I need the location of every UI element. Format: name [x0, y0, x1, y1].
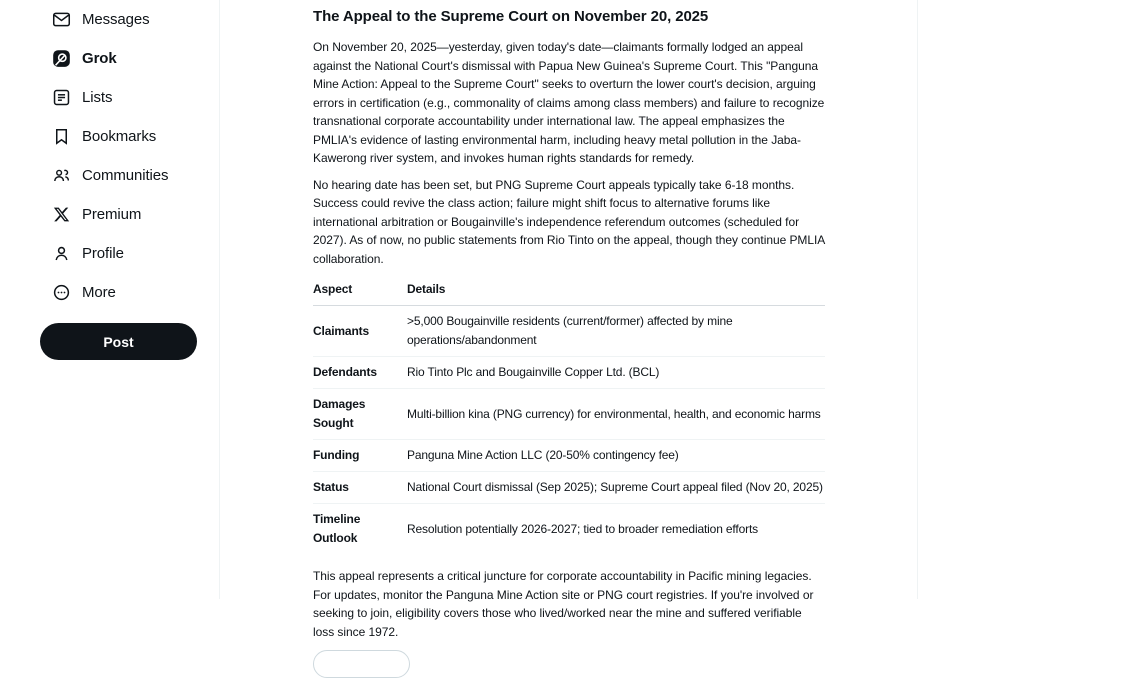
- list-icon: [51, 88, 71, 108]
- person-icon: [51, 244, 71, 264]
- bookmark-icon: [51, 127, 71, 147]
- more-circle-icon: [51, 283, 71, 303]
- aspect-details-table: [313, 278, 825, 554]
- aspect-cell: Status: [313, 472, 407, 504]
- article-closing-paragraph: This appeal represents a critical juncture for corporate accountability in Pacific mining legacies. For updates, monitor the Panguna Mine Action site or PNG court registries. If you're involved or seeking to join, eligibility covers those who lived/worked near the mine and suffered verifiable loss since 1972.: [313, 569, 814, 639]
- left-navigation-sidebar: [0, 0, 220, 599]
- communities-icon: [51, 166, 71, 186]
- sidebar-item-premium[interactable]: [0, 195, 219, 234]
- details-cell: Panguna Mine Action LLC (20-50% contingency fee): [407, 440, 825, 472]
- sidebar-item-label: Messages: [82, 11, 150, 28]
- details-cell: Resolution potentially 2026-2027; tied to broader remediation efforts: [407, 521, 758, 536]
- table-row: [313, 440, 825, 472]
- sidebar-item-lists[interactable]: [0, 78, 219, 117]
- aspect-cell: Funding: [313, 440, 407, 472]
- grok-conversation-column: [220, 0, 918, 639]
- sidebar-item-communities[interactable]: [0, 156, 219, 195]
- primary-nav: [0, 0, 219, 312]
- aspect-cell: Claimants: [313, 306, 407, 357]
- table-row: [313, 504, 825, 555]
- article-paragraph: On November 20, 2025—yesterday, given today's date—claimants formally lodged an appeal against the National Court's dismissal with Papua New Guinea's Supreme Court. This "Panguna Mine Action: Appeal to the Supreme Court" seeks to overturn the lower court's decision, arguing errors in certification (e.g., commonality of claims among class members) and failure to recognize transnational corporate accountability under international law. The appeal emphasizes the PMLIA's evidence of lasting environmental harm, including heavy metal pollution in the Jaba-Kawerong river system, and invokes human rights standards for remedy.: [313, 40, 825, 165]
- details-cell: Rio Tinto Plc and Bougainville Copper Ltd. (BCL): [407, 357, 825, 389]
- x-logo-icon: [51, 205, 71, 225]
- table-row: [313, 357, 825, 389]
- sidebar-item-more[interactable]: [0, 273, 219, 312]
- sidebar-item-profile[interactable]: [0, 234, 219, 273]
- table-row: [313, 306, 825, 357]
- article-title: The Appeal to the Supreme Court on November 20, 2025: [313, 8, 709, 25]
- aspect-cell: Defendants: [313, 357, 407, 389]
- grok-icon: [51, 49, 71, 69]
- response-action-button[interactable]: [313, 650, 410, 678]
- sidebar-item-bookmarks[interactable]: [0, 117, 219, 156]
- aspect-cell: Timeline Outlook: [313, 512, 361, 545]
- table-header-row: [313, 278, 825, 306]
- article-paragraph: No hearing date has been set, but PNG Supreme Court appeals typically take 6-18 months. Success could revive the class action; failure might shift focus to alternative forums like international arbitration or Bougainville's independence referendum outcomes (scheduled for 2027). As of now, no public statements from Rio Tinto on the appeal, though they continue PMLIA collaboration.: [313, 177, 825, 266]
- sidebar-item-label: Bookmarks: [82, 128, 157, 145]
- sidebar-item-messages[interactable]: [0, 0, 219, 39]
- table-row: [313, 389, 825, 440]
- envelope-icon: [51, 10, 71, 30]
- details-cell: National Court dismissal (Sep 2025); Supreme Court appeal filed (Nov 20, 2025): [407, 472, 825, 504]
- column-header-details: Details: [407, 278, 825, 306]
- sidebar-item-label: Communities: [82, 167, 169, 184]
- sidebar-item-label: More: [82, 284, 116, 301]
- sidebar-item-label: Grok: [82, 50, 117, 67]
- sidebar-item-label: Profile: [82, 245, 124, 262]
- details-cell: Multi-billion kina (PNG currency) for environmental, health, and economic harms: [407, 389, 825, 440]
- sidebar-item-label: Lists: [82, 89, 113, 106]
- details-cell: >5,000 Bougainville residents (current/former) affected by mine operations/abandonment: [407, 306, 825, 357]
- aspect-cell: Damages Sought: [313, 389, 407, 440]
- grok-response: [313, 0, 825, 681]
- sidebar-item-label: Premium: [82, 206, 142, 223]
- sidebar-item-grok[interactable]: [0, 39, 219, 78]
- table-row: [313, 472, 825, 504]
- post-button[interactable]: Post: [40, 323, 197, 360]
- column-header-aspect: Aspect: [313, 278, 407, 306]
